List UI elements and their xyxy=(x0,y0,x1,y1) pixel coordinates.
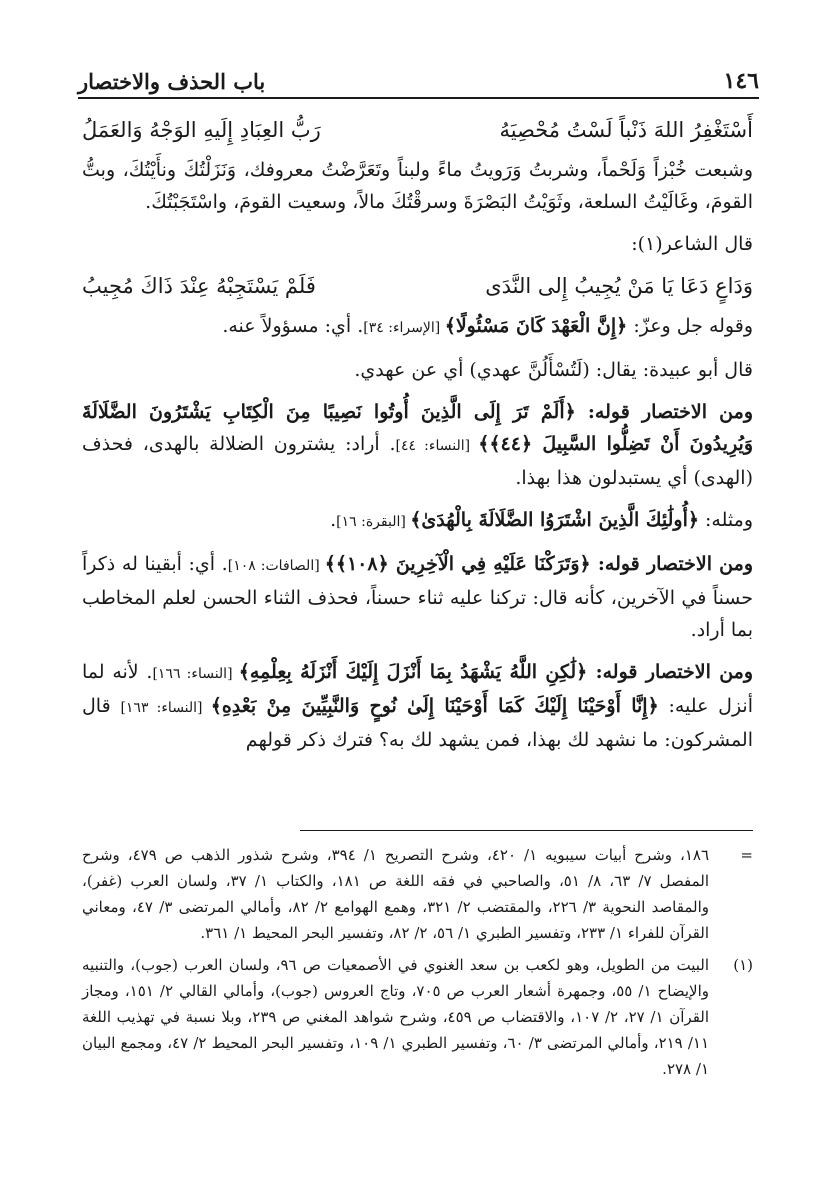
verse-1-hemistich-left: رَبُّ العِبَادِ إِلَيهِ الوَجْهُ وَالعَمَلُ xyxy=(82,118,321,142)
main-text xyxy=(82,108,753,766)
footnote-1 xyxy=(82,952,753,1082)
section-lead: ومن الاختصار قوله: xyxy=(590,553,753,575)
verse-2-hemistich-left: فَلَمْ يَسْتَجِبْهُ عِنْدَ ذَاكَ مُجِيبُ xyxy=(82,274,316,298)
paragraph-3-lead: وقوله جل وعزّ: xyxy=(627,315,753,337)
quran-quote: ﴿إِنَّا أَوْحَيْنَا إِلَيْكَ كَمَا أَوْحَيْنَا إِلَىٰ نُوحٍ وَالنَّبِيِّينَ مِنْ بَعْدِهِ﴾ xyxy=(210,695,659,717)
quran-reference: [البقرة: ١٦] xyxy=(336,514,411,530)
footnote-mark: (١) xyxy=(733,956,753,974)
paragraph-6-text: . xyxy=(330,509,337,531)
paragraph-5 xyxy=(82,396,753,494)
paragraph-8-text: . لأنه لما أنزل عليه: xyxy=(82,661,754,717)
header-divider xyxy=(78,97,759,99)
paragraph-5-text: . أراد: يشترون الضلالة بالهدى، فحذف (الهدى) أي يستبدلون هذا بهذا. xyxy=(82,433,753,489)
section-lead: ومن الاختصار قوله: xyxy=(587,661,754,683)
footnotes xyxy=(82,842,753,1088)
chapter-title: باب الحذف والاختصار xyxy=(78,69,266,94)
verse-2 xyxy=(82,270,753,302)
quran-quote: ﴿إِنَّ الْعَهْدَ كَانَ مَسْئُولًا﴾ xyxy=(444,315,628,337)
verse-1-hemistich-right: أَسْتَغْفِرُ اللهَ ذَنْباً لَسْتُ مُحْصِيَهُ xyxy=(499,118,753,142)
quran-quote: ﴿وَتَرَكْنَا عَلَيْهِ فِي الْآخِرِينَ ﴿١٠٨﴾﴾ xyxy=(324,553,591,575)
paragraph-8 xyxy=(82,656,753,756)
footnote-continued xyxy=(82,842,753,946)
paragraph-1: وشبعت خُبْزاً وَلَحْماً، وشربتُ وَرَويتُ ماءً ولبناً وتَعَرَّضْتُ معروفك، وَنَزَلْتُكَ ونأَيْتُكَ، وبتُّ القومَ، وغَالَيْتُ السلعة، وثَوَيْتُ البَصْرَةَ وسرقْتُكَ مالاً، وسعيت القومَ، واسْتَجَبْتُكَ. xyxy=(82,159,753,213)
footnote-text: ١٨٦، وشرح أبيات سيبويه ١/ ٤٢٠، وشرح التصريح ١/ ٣٩٤، وشرح شذور الذهب ص ٤٧٩، وشرح المفصل ٧/ ٦٣، ٨/ ٥١، والصاحبي في فقه اللغة ص ١٨١، والكتاب ١/ ٣٧، ولسان العرب (غفر)، والمقاصد النحوية ٣/ ٢٢٦، والمقتضب ٢/ ٣٢١، وهمع الهوامع ٢/ ٨٢، وأمالي المرتضى ٣/ ٤٧، ومعاني القرآن للفراء ١/ ٢٣٣، وتفسير الطبري ١/ ٥٦، ٢/ ٨٢، وتفسير البحر المحيط ١/ ٣٦١. xyxy=(82,846,710,942)
paragraph-7 xyxy=(82,548,753,646)
paragraph-4: قال أبو عبيدة: يقال: (لَتُسْأَلُنَّ عهدي) أي عن عهدي. xyxy=(354,359,753,381)
footnote-divider xyxy=(300,830,753,831)
section-lead: ومن الاختصار قوله: xyxy=(575,401,753,423)
poet-intro: قال الشاعر(١): xyxy=(631,233,753,255)
quran-reference: [الصافات: ١٠٨] xyxy=(227,558,325,574)
quran-quote: ﴿لَٰكِنِ اللَّهُ يَشْهَدُ بِمَا أَنْزَلَ إِلَيْكَ أَنْزَلَهُ بِعِلْمِهِ﴾ xyxy=(238,661,588,683)
paragraph-3 xyxy=(82,310,753,344)
footnote-text: البيت من الطويل، وهو لكعب بن سعد الغنوي في الأصمعيات ص ٩٦، ولسان العرب (جوب)، والتنبيه والإيضاح ١/ ٥٥، وجمهرة أشعار العرب ص ٧٠٥، وتاج العروس (جوب)، وأمالي القالي ٢/ ١٥١، ومجاز القرآن ١/ ٢٧، ٢/ ١٠٧، والاقتضاب ص ٤٥٩، وشرح شواهد المغني ص ٢٣٩، وبلا نسبة في تهذيب اللغة ١١/ ٢١٩، وأمالي المرتضى ٣/ ٦٠، وتفسير الطبري ١/ ١٠٩، وتفسير البحر المحيط ٢/ ٤٧، ومجمع البيان ١/ ٢٧٨. xyxy=(82,956,710,1078)
quran-quote: ﴿أَلَمْ تَرَ إِلَى الَّذِينَ أُوتُوا نَصِيبًا مِنَ الْكِتَابِ يَشْتَرُونَ الضَّلَالَةَ وَيُرِيدُونَ أَنْ تَضِلُّوا السَّبِيلَ ﴿٤٤﴾﴾ xyxy=(82,401,754,455)
quran-reference: [الإسراء: ٣٤] xyxy=(363,320,445,336)
verse-2-hemistich-right: وَدَاعٍ دَعَا يَا مَنْ يُجِيبُ إِلى النَّدَى xyxy=(485,274,753,298)
paragraph-7-text: . أي: أبقينا له ذكراً حسناً في الآخرين، كأنه قال: تركنا عليه ثناء حسناً، فحذف الثناء الحسن لعلم المخاطب بما أراد. xyxy=(82,553,753,641)
paragraph-6 xyxy=(82,504,753,538)
footnote-mark: = xyxy=(740,846,753,864)
paragraph-8-continuation: قال المشركون: ما نشهد لك بهذا، فمن يشهد لك به؟ فترك ذكر قولهم xyxy=(82,695,753,751)
verse-1 xyxy=(82,114,753,146)
paragraph-3-text: . أي: مسؤولاً عنه. xyxy=(222,315,364,337)
quran-reference: [النساء: ١٦٦] xyxy=(152,666,239,682)
quran-reference: [النساء: ٤٤] xyxy=(395,438,479,454)
page-number: ١٤٦ xyxy=(723,68,759,94)
quran-quote: ﴿أُولَٰئِكَ الَّذِينَ اشْتَرَوُا الضَّلَالَةَ بِالْهُدَىٰ﴾ xyxy=(410,509,699,531)
quran-reference: [النساء: ١٦٣] xyxy=(120,700,211,716)
paragraph-6-lead: ومثله: xyxy=(698,509,753,531)
running-header xyxy=(78,56,759,94)
